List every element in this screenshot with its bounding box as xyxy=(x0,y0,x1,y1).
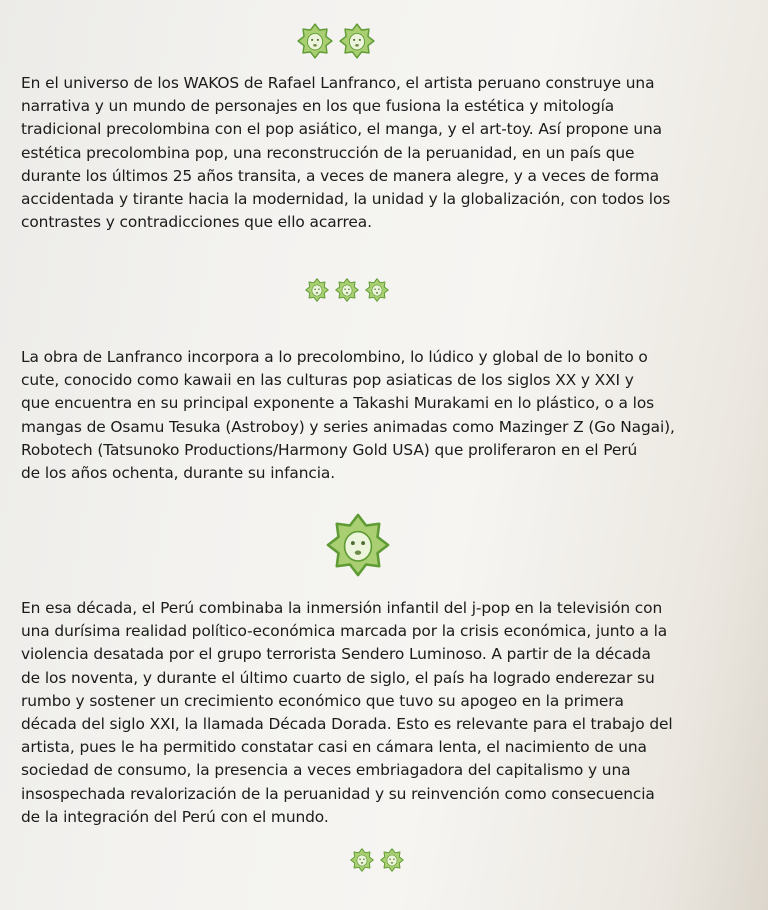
text-line: sociedad de consumo, la presencia a veces embriagadora del capitalismo y una xyxy=(21,761,631,780)
ornament-large xyxy=(326,513,390,577)
green-star-face-icon xyxy=(380,848,404,872)
green-star-face-icon xyxy=(335,278,359,302)
text-line: que encuentra en su principal exponente a Takashi Murakami en lo plástico, o a los xyxy=(21,394,655,413)
text-line: insospechada revalorización de la peruanidad y su reinvención como consecuencia xyxy=(21,784,655,803)
text-line: contrastes y contradicciones que ello acarrea. xyxy=(21,213,372,232)
green-star-face-icon xyxy=(305,278,329,302)
green-star-face-icon xyxy=(350,848,374,872)
green-star-face-icon xyxy=(339,23,375,59)
text-line: cute, conocido como kawaii en las culturas pop asiaticas de los siglos XX y XXI y xyxy=(21,371,634,390)
text-line: narrativa y un mundo de personajes en los que fusiona la estética y mitología xyxy=(21,97,615,116)
text-line: de los años ochenta, durante su infancia. xyxy=(21,464,336,483)
green-star-face-icon xyxy=(297,23,333,59)
green-star-face-icon xyxy=(365,278,389,302)
ornament-middle xyxy=(305,278,389,302)
text-line: durante los últimos 25 años transita, a veces de manera alegre, y a veces de forma xyxy=(21,166,660,185)
ornament-bottom xyxy=(350,848,404,872)
text-line: accidentada y tirante hacia la modernidad, la unidad y la globalización, con todos los xyxy=(21,190,671,209)
text-line: estética precolombina pop, una reconstrucción de la peruanidad, en un país que xyxy=(21,143,635,162)
green-star-face-icon xyxy=(326,513,390,577)
text-line: artista, pues le ha permitido constatar casi en cámara lenta, el nacimiento de una xyxy=(21,738,647,757)
text-line: década del siglo XXI, la llamada Década Dorada. Esto es relevante para el trabajo del xyxy=(21,715,673,734)
text-line: mangas de Osamu Tesuka (Astroboy) y series animadas como Mazinger Z (Go Nagai), xyxy=(21,417,675,436)
text-line: La obra de Lanfranco incorpora a lo precolombino, lo lúdico y global de lo bonito o xyxy=(21,348,648,366)
paragraph-1 xyxy=(21,72,731,234)
text-line: rumbo y sostener un crecimiento económico que tuvo su apogeo en la primera xyxy=(21,691,624,710)
text-line: de la integración del Perú con el mundo. xyxy=(21,807,329,826)
ornament-top xyxy=(297,23,375,59)
text-line: violencia desatada por el grupo terrorista Sendero Luminoso. A partir de la década xyxy=(21,645,651,664)
text-line: Robotech (Tatsunoko Productions/Harmony Gold USA) que proliferaron en el Perú xyxy=(21,440,638,459)
paragraph-2 xyxy=(21,346,721,485)
text-line: En esa década, el Perú combinaba la inmersión infantil del j-pop en la televisión con xyxy=(21,599,663,617)
text-line: En el universo de los WAKOS de Rafael Lanfranco, el artista peruano construye una xyxy=(21,74,655,92)
text-line: de los noventa, y durante el último cuarto de siglo, el país ha logrado enderezar su xyxy=(21,668,655,687)
paragraph-3 xyxy=(21,597,736,829)
text-line: una durísima realidad político-económica marcada por la crisis económica, junto a la xyxy=(21,622,668,641)
text-line: tradicional precolombina con el pop asiático, el manga, y el art-toy. Así propone una xyxy=(21,120,662,139)
